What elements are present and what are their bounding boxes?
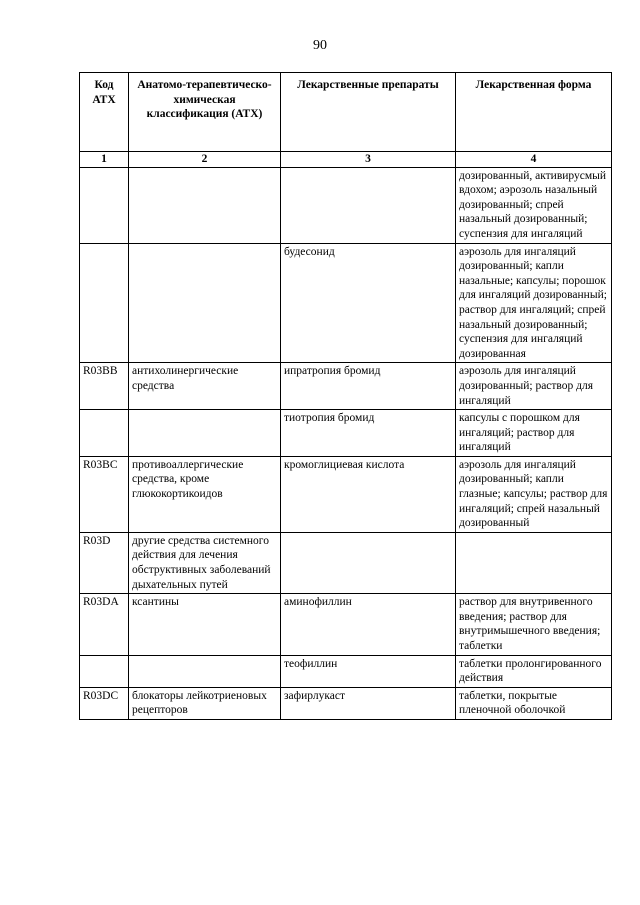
table-row [80,594,612,655]
dosage-form-cell: таблетки, покрытые пленочной оболочкой [456,687,612,719]
drug-cell: кромоглициевая кислота [281,456,456,532]
dosage-form-cell [456,532,612,593]
table-row [80,410,612,457]
page-number: 90 [313,38,327,53]
drug-cell: тиотропия бромид [281,410,456,457]
atx-code-cell: R03DA [80,594,129,655]
atx-code-cell: R03BB [80,363,129,410]
column-number: 2 [129,152,281,168]
atx-code-cell [80,167,129,243]
drug-cell: аминофиллин [281,594,456,655]
atx-class-cell [129,410,281,457]
atx-class-cell: антихолинергические средства [129,363,281,410]
table-row [80,532,612,593]
drug-cell: будесонид [281,243,456,363]
dosage-form-cell: капсулы с порошком для ингаляций; раствор для ингаляций [456,410,612,457]
drug-cell: теофиллин [281,655,456,687]
table-row [80,456,612,532]
atx-code-cell: R03BC [80,456,129,532]
column-number: 1 [80,152,129,168]
atx-class-cell [129,243,281,363]
atx-class-cell [129,167,281,243]
atx-drug-table [79,72,612,720]
table-row [80,655,612,687]
table-header-row [80,73,612,152]
drug-cell: ипратропия бромид [281,363,456,410]
dosage-form-cell: аэрозоль для ингаляций дозированный; капли назальные; капсулы; порошок для ингаляций дозированный; раствор для ингаляций; спрей назальный дозированный; суспензия для ингаляций дозированная [456,243,612,363]
table-row [80,687,612,719]
atx-class-cell: блокаторы лейкотриеновых рецепторов [129,687,281,719]
atx-code-cell: R03DC [80,687,129,719]
dosage-form-cell: аэрозоль для ингаляций дозированный; раствор для ингаляций [456,363,612,410]
header-atx-classification: Анатомо-терапевтическо-химическая классификация (АТХ) [129,73,281,152]
table-row [80,363,612,410]
header-dosage-form: Лекарственная форма [456,73,612,152]
atx-code-cell [80,655,129,687]
table-row [80,243,612,363]
column-number: 3 [281,152,456,168]
atx-code-cell: R03D [80,532,129,593]
header-atx-code: Код АТХ [80,73,129,152]
atx-class-cell [129,655,281,687]
table-row [80,167,612,243]
drug-cell: зафирлукаст [281,687,456,719]
drug-cell [281,532,456,593]
atx-code-cell [80,243,129,363]
column-number: 4 [456,152,612,168]
drug-cell [281,167,456,243]
header-drugs: Лекарственные препараты [281,73,456,152]
dosage-form-cell: раствор для внутривенного введения; раствор для внутримышечного введения; таблетки [456,594,612,655]
atx-class-cell: ксантины [129,594,281,655]
dosage-form-cell: аэрозоль для ингаляций дозированный; капли глазные; капсулы; раствор для ингаляций; спрей назальный дозированный [456,456,612,532]
dosage-form-cell: дозированный, активирусмый вдохом; аэрозоль назальный дозированный; спрей назальный дозированный; суспензия для ингаляций [456,167,612,243]
atx-code-cell [80,410,129,457]
atx-class-cell: противоаллергические средства, кроме глюкокортикоидов [129,456,281,532]
atx-class-cell: другие средства системного действия для лечения обструктивных заболеваний дыхательных путей [129,532,281,593]
dosage-form-cell: таблетки пролонгированного действия [456,655,612,687]
column-number-row [80,152,612,168]
